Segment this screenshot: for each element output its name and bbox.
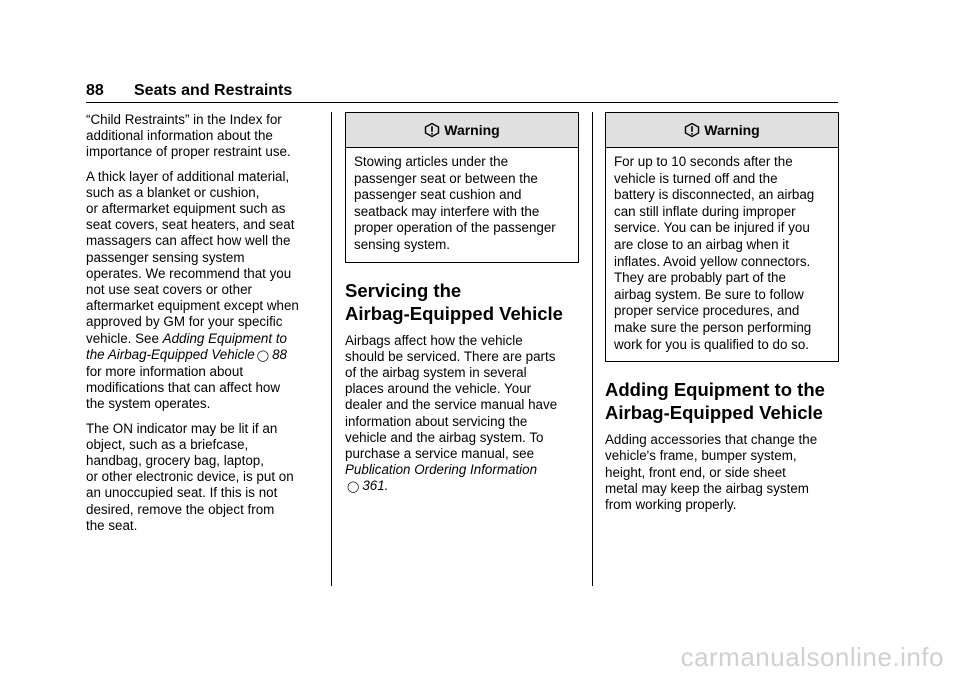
text-fragment: vehicle. See (86, 330, 163, 346)
text-line: dealer and the service manual have (345, 397, 558, 413)
text-line: not use seat covers or other (86, 282, 252, 298)
text-line: vehicle is turned off and the (614, 170, 778, 186)
text-line: or other electronic device, is put on (86, 469, 294, 485)
text-line: vehicle and the airbag system. To (345, 429, 544, 445)
warning-icon (684, 122, 700, 138)
warning-label: Warning (444, 121, 500, 138)
text-line: For up to 10 seconds after the (614, 154, 793, 169)
text-line: proper operation of the passenger (354, 220, 556, 236)
warning-icon (424, 122, 440, 138)
page-reference-arrow-icon: ◯ (347, 481, 360, 494)
text-line: modifications that can affect how (86, 380, 281, 396)
text-line: Adding accessories that change the (605, 432, 818, 448)
text-line: airbag system. Be sure to follow (614, 286, 804, 302)
text-line: aftermarket equipment except when (86, 298, 299, 314)
text-line: additional information about the (86, 128, 273, 144)
text-line: importance of proper restraint use. (86, 144, 291, 160)
text-line: for more information about (86, 364, 244, 380)
paragraph (86, 421, 318, 534)
text-line: places around the vehicle. Your (345, 381, 532, 397)
text-line: passenger seat or between the (354, 170, 538, 186)
text-line: the seat. (86, 517, 138, 533)
text-line: height, front end, or side sheet (605, 464, 786, 480)
warning-box (345, 112, 579, 263)
text-line: the system operates. (86, 396, 211, 412)
text-line (86, 347, 318, 364)
heading-line: Adding Equipment to the (605, 379, 825, 401)
text-line: operates. We recommend that you (86, 265, 292, 281)
text-line: They are probably part of the (614, 270, 786, 286)
warning-header (606, 113, 838, 148)
column-2 (345, 112, 579, 504)
heading-line: Airbag-Equipped Vehicle (605, 402, 823, 424)
paragraph (86, 169, 318, 413)
cross-reference-page[interactable]: 361. (362, 478, 389, 494)
text-line: A thick layer of additional material, (86, 168, 290, 184)
text-line: handbag, grocery bag, laptop, (86, 453, 264, 469)
watermark: carmanualsonline.info (680, 642, 944, 672)
text-line: desired, remove the object from (86, 501, 275, 517)
text-line: passenger seat cushion and (354, 187, 522, 203)
heading-line: Airbag-Equipped Vehicle (345, 302, 563, 324)
warning-text (346, 148, 578, 262)
page-reference-arrow-icon: ◯ (256, 349, 270, 362)
text-line: The ON indicator may be lit if an (86, 420, 278, 436)
cross-reference-link[interactable]: the Airbag-Equipped Vehicle (86, 346, 255, 362)
section-title: Seats and Restraints (134, 82, 293, 99)
text-line: from working properly. (605, 496, 737, 512)
warning-label: Warning (704, 121, 760, 138)
warning-box (605, 112, 839, 362)
text-line: such as a blanket or cushion, (86, 184, 260, 200)
column-divider (331, 112, 332, 586)
text-line: sensing system. (354, 236, 451, 252)
warning-text (606, 148, 838, 361)
heading-line: Servicing the (345, 279, 462, 301)
text-line: purchase a service manual, see (345, 445, 535, 461)
text-line: can still inflate during improper (614, 203, 796, 219)
text-line: battery is disconnected, an airbag (614, 187, 815, 203)
text-line: an unoccupied seat. If this is not (86, 485, 278, 501)
text-line: Airbags affect how the vehicle (345, 332, 523, 348)
paragraph (86, 112, 318, 161)
column-1 (86, 112, 318, 542)
text-line: vehicle's frame, bumper system, (605, 448, 797, 464)
cross-reference-link[interactable]: Adding Equipment to (162, 330, 287, 346)
text-line (345, 478, 579, 495)
text-line: make sure the person performing (614, 319, 812, 335)
text-line: information about servicing the (345, 413, 528, 429)
text-line: seat covers, seat heaters, and seat (86, 217, 295, 233)
text-line: massagers can affect how well the (86, 233, 291, 249)
section-heading (345, 279, 579, 325)
text-line: or aftermarket equipment such as (86, 201, 286, 217)
text-line: should be serviced. There are parts (345, 348, 556, 364)
text-line: are close to an airbag when it (614, 236, 789, 252)
text-line: seatback may interfere with the (354, 203, 540, 219)
text-line: service. You can be injured if you (614, 220, 810, 236)
header-rule (86, 102, 838, 103)
page-header (86, 82, 838, 104)
cross-reference-page[interactable]: 88 (272, 346, 287, 362)
text-line: Stowing articles under the (354, 154, 509, 169)
column-divider (592, 112, 593, 586)
column-3 (605, 112, 839, 521)
text-line: approved by GM for your specific (86, 314, 283, 330)
text-line: metal may keep the airbag system (605, 480, 809, 496)
text-line (345, 462, 579, 478)
text-line: object, such as a briefcase, (86, 436, 249, 452)
cross-reference-link[interactable]: Publication Ordering Information (345, 462, 538, 478)
text-line: inflates. Avoid yellow connectors. (614, 253, 811, 269)
text-line: passenger sensing system (86, 249, 245, 265)
text-line: proper service procedures, and (614, 303, 800, 319)
text-line: work for you is qualified to do so. (614, 336, 810, 352)
page-number: 88 (86, 82, 104, 99)
paragraph (345, 333, 579, 496)
section-heading (605, 378, 839, 424)
warning-header (346, 113, 578, 148)
text-line: “Child Restraints” in the Index for (86, 112, 282, 127)
text-line: of the airbag system in several (345, 364, 527, 380)
paragraph (605, 432, 839, 513)
text-line (86, 331, 318, 347)
